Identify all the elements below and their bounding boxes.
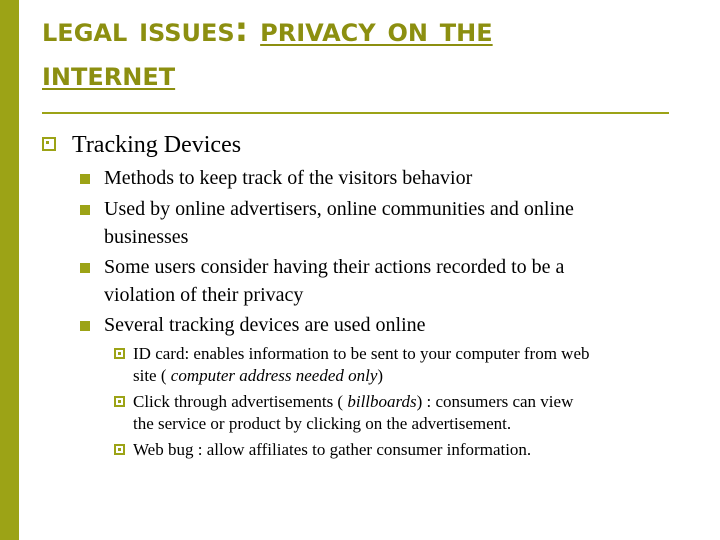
- level3-item-1-line2-em: computer address needed only: [170, 366, 378, 385]
- side-accent-bar: [0, 0, 19, 540]
- level3-item-1-line2: [133, 364, 383, 388]
- square-bullet-icon: [80, 174, 90, 184]
- level2-item-3-line1: Some users consider having their actions recorded to be a: [104, 256, 565, 278]
- slide-title: [42, 8, 682, 96]
- open-square-bullet-icon: [114, 348, 125, 359]
- open-square-bullet-icon: [114, 396, 125, 407]
- title-plain: legal issues:: [42, 10, 249, 50]
- level1-text: Tracking Devices: [72, 132, 242, 158]
- title-divider: [42, 112, 669, 114]
- level2-item-1-line1: Methods to keep track of the visitors behavior: [104, 167, 473, 189]
- square-bullet-icon: [80, 263, 90, 273]
- level3-item-2-line1: [133, 390, 573, 414]
- level3-item-2-line1-pre: Click through advertisements (: [133, 392, 348, 411]
- level2-item-3-line2: violation of their privacy: [104, 284, 304, 306]
- level2-item-2-line2: businesses: [104, 226, 189, 248]
- open-square-bullet-icon: [42, 137, 56, 151]
- square-bullet-icon: [80, 321, 90, 331]
- level3-item-3-line1: Web bug : allow affiliates to gather consumer information.: [133, 440, 532, 459]
- open-square-bullet-icon: [114, 444, 125, 455]
- level2-item-4-line1: Several tracking devices are used online: [104, 314, 426, 336]
- level3-item-2-line1-post: ) : consumers can view: [416, 392, 574, 411]
- square-bullet-icon: [80, 205, 90, 215]
- title-underlined-line2: internet: [42, 54, 176, 94]
- level3-item-2-line2: the service or product by clicking on the advertisement.: [133, 414, 512, 433]
- level3-item-1-line1: ID card: enables information to be sent to your computer from web: [133, 344, 590, 363]
- level3-item-1-line2-pre: site (: [133, 366, 171, 385]
- level3-item-2-line1-em: billboards: [347, 392, 417, 411]
- level2-item-2-line1: Used by online advertisers, online communities and online: [104, 198, 574, 220]
- title-underlined-line1: privacy on the: [260, 10, 493, 50]
- level3-item-1-line2-post: ): [377, 366, 384, 385]
